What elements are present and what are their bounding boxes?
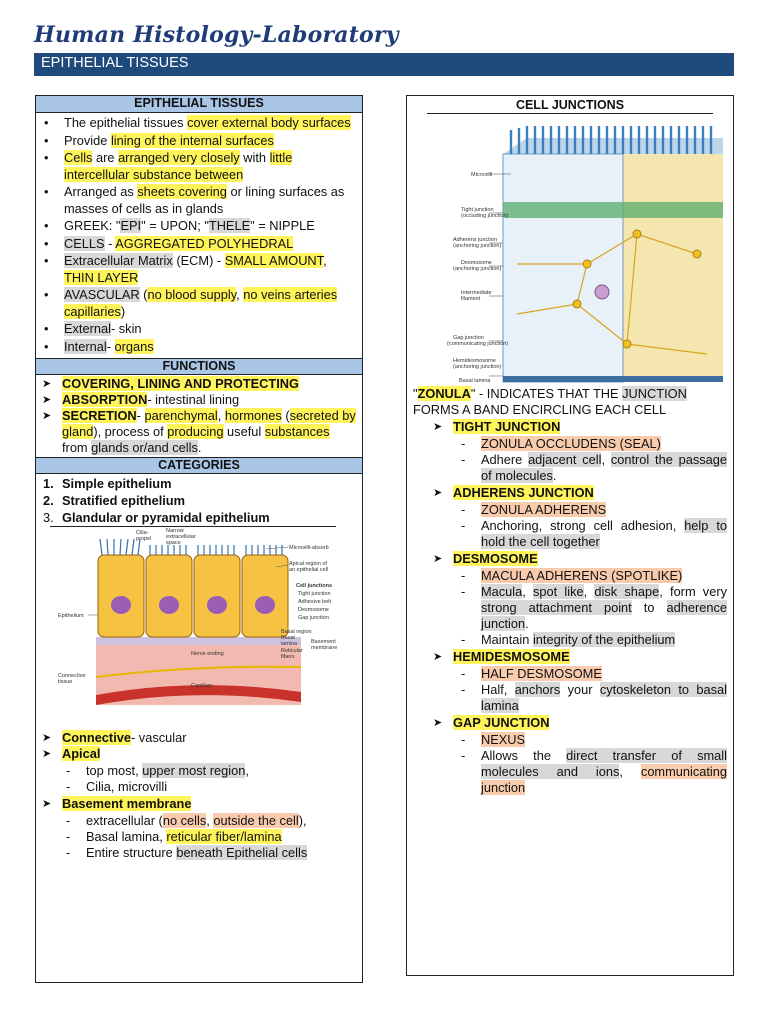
highlight: COVERING, LINING AND PROTECTING: [62, 376, 299, 391]
list-item: [461, 666, 727, 682]
arrow-bullet-icon: ➤: [433, 421, 443, 433]
arrow-bullet-icon: ➤: [42, 394, 52, 406]
list-item: [461, 584, 727, 632]
highlight: sheets covering: [137, 184, 227, 199]
label-tissue: tissue: [58, 679, 73, 685]
dash: -: [461, 568, 466, 583]
highlight: ABSORPTION: [62, 392, 148, 407]
section-heading-functions: FUNCTIONS: [36, 358, 362, 375]
highlight: control the passage of molecules: [481, 452, 727, 483]
label-anchoring-3: (anchoring junction): [453, 364, 502, 370]
highlight: Macula: [481, 584, 523, 599]
highlight: no veins arteries capillaries: [64, 287, 338, 319]
dash: -: [461, 682, 466, 697]
highlight: NEXUS: [481, 732, 526, 747]
list-item: [64, 287, 354, 320]
dash: -: [66, 763, 71, 778]
text: or lining surfaces as masses of cells as in glands: [64, 184, 345, 216]
categories-list: [36, 474, 362, 527]
label-apical: Apical region of: [289, 561, 327, 567]
highlight: EPI: [120, 218, 142, 233]
text: ,: [323, 253, 327, 268]
text: ): [120, 303, 126, 319]
text: ,: [236, 287, 244, 302]
list-item: [64, 218, 354, 235]
list-item: [433, 485, 727, 501]
highlight: little intercellular substance between: [64, 150, 293, 182]
highlight: upper most region: [142, 763, 246, 778]
dash: -: [461, 666, 466, 681]
text: FORMS A BAND ENCIRCLING EACH CELL: [413, 402, 667, 417]
document-title: Human Histology-Laboratory: [34, 22, 399, 48]
dash: -: [461, 748, 466, 763]
highlight: ZONULA: [417, 386, 471, 401]
label-capillary: Capillary: [191, 683, 213, 689]
text: Entire structure: [86, 845, 177, 860]
dash: -: [461, 452, 466, 467]
dash: -: [461, 436, 466, 451]
dash: -: [461, 518, 466, 533]
label-intermediate: Intermediate: [461, 290, 492, 296]
highlight: outside the cell: [213, 813, 299, 828]
list-item: [66, 829, 362, 845]
list-item: [43, 475, 356, 492]
highlight: HALF DESMOSOME: [481, 666, 602, 681]
text: to: [631, 600, 667, 615]
adherens-band: [503, 202, 723, 218]
list-item: [461, 682, 727, 714]
adherens-junction-section: [407, 484, 733, 502]
label-reticular: Reticular: [281, 648, 303, 654]
label-epithelium: Epithelium: [58, 613, 84, 619]
arrow-bullet-icon: ➤: [42, 732, 52, 744]
text: Simple epithelium: [62, 476, 172, 491]
label-narrow: Narrow: [166, 528, 184, 534]
tight-junction-sublist: [407, 436, 733, 484]
highlight: communicating junction: [481, 764, 727, 795]
highlight: arranged very closely: [118, 150, 240, 165]
label-microvilli: Microvilli: [471, 172, 493, 178]
text: extracellular: [86, 813, 155, 828]
text: .: [552, 468, 557, 483]
highlight: organs: [114, 338, 154, 354]
label-basal-region: Basal region: [281, 629, 312, 635]
highlight: AGGREGATED POLYHEDRAL: [115, 235, 294, 251]
list-item: [64, 236, 354, 253]
list-item: [42, 408, 356, 456]
list-item: [433, 649, 727, 665]
text: ,: [217, 408, 225, 423]
zonula-intro: [407, 386, 733, 418]
list-item: [433, 715, 727, 731]
text: ,: [601, 452, 611, 467]
list-item: [461, 436, 727, 452]
text: (ECM) -: [172, 253, 225, 268]
desmosome-section: [407, 550, 733, 568]
hemidesmosome-section: [407, 648, 733, 666]
list-item: [64, 321, 354, 338]
dash: -: [66, 813, 71, 828]
arrow-bullet-icon: ➤: [42, 410, 52, 422]
label-anchoring-2: (anchoring junction): [453, 266, 502, 272]
text: are: [92, 150, 119, 165]
text: ,: [245, 763, 249, 778]
list-item: [64, 150, 354, 183]
highlight: AVASCULAR: [64, 287, 140, 302]
tight-junction-section: [407, 418, 733, 436]
label-hemidesmosome: Hemidesmosome: [453, 358, 496, 364]
text: " = NIPPLE: [250, 218, 315, 233]
highlight: DESMOSOME: [453, 551, 538, 566]
highlight: integrity of the epithelium: [532, 632, 676, 647]
epithelial-cells: [98, 555, 288, 637]
highlight: Connective: [62, 730, 131, 745]
list-item: [64, 115, 354, 132]
highlight: Cells: [64, 150, 93, 165]
text: Provide: [64, 132, 111, 148]
cilia: [100, 539, 282, 555]
dash: -: [461, 632, 466, 647]
highlight: THIN LAYER: [64, 269, 139, 285]
list-item: [461, 632, 727, 648]
epithelial-bullet-list: [36, 113, 362, 358]
text: ,: [522, 584, 534, 599]
text: Cilia, microvilli: [86, 779, 168, 794]
list-item: [42, 392, 356, 408]
label-basal: Basal: [281, 635, 295, 641]
label-filament: filament: [461, 296, 481, 302]
text: (: [139, 287, 148, 302]
list-item: [461, 748, 727, 796]
text: with: [239, 150, 270, 165]
highlight: parenchymal: [144, 408, 218, 423]
highlight: ZONULA ADHERENS: [481, 502, 607, 517]
label-basal-lamina: Basal lamina: [459, 378, 491, 384]
highlight: hormones: [224, 408, 282, 423]
adherens-junction-sublist: [407, 502, 733, 550]
arrow-bullet-icon: ➤: [42, 378, 52, 390]
arrow-bullet-icon: ➤: [433, 651, 443, 663]
dash: -: [461, 584, 466, 599]
dash: -: [66, 779, 71, 794]
gap-junction-section: [407, 714, 733, 732]
highlight: no cells: [162, 813, 207, 828]
page-banner: EPITHELIAL TISSUES: [34, 53, 734, 76]
text: Allows the: [481, 748, 567, 763]
hemidesmosome-sublist: [407, 666, 733, 714]
highlight: producing: [167, 424, 224, 439]
label-nerve-ending: Nerve ending: [191, 651, 224, 657]
text: Half,: [481, 682, 515, 697]
highlight: strong attachment point: [481, 600, 632, 615]
highlight: HEMIDESMOSOME: [453, 649, 570, 664]
text: ,: [206, 813, 214, 828]
dash: -: [66, 845, 71, 860]
label-occluding: (occluding junction): [461, 213, 509, 219]
highlight: SECRETION: [62, 408, 137, 423]
highlight: ADHERENS JUNCTION: [453, 485, 594, 500]
list-item: [461, 502, 727, 518]
label-desmosome: Desmosome: [298, 607, 329, 613]
left-column: [35, 95, 363, 983]
text: - skin: [110, 321, 142, 336]
list-item: [66, 763, 362, 779]
basal-lamina: [503, 376, 723, 382]
highlight: Basement membrane: [62, 796, 192, 811]
list-item: [64, 133, 354, 150]
label-gap-junction: Gap junction: [453, 335, 484, 341]
dash: -: [461, 732, 466, 747]
text: Adhere: [481, 452, 529, 467]
arrow-bullet-icon: ➤: [433, 717, 443, 729]
label-communicating: (communicating junction): [447, 341, 509, 347]
text: .: [197, 440, 202, 455]
arrow-bullet-icon: ➤: [433, 487, 443, 499]
highlight: anchors: [514, 682, 561, 697]
list-item: [42, 376, 356, 392]
text: ,: [583, 584, 595, 599]
label-adhesive-belt: Adhesive belt: [298, 599, 332, 605]
label-desmosome: Desmosome: [461, 260, 492, 266]
dash: -: [66, 829, 71, 844]
list-item: [66, 845, 362, 861]
highlight: Apical: [62, 746, 101, 761]
text: " - INDICATES THAT THE: [470, 386, 623, 401]
label-microvilli: Microvilli-absorb: [289, 545, 329, 551]
highlight: spot like: [533, 584, 584, 599]
section-heading-categories: CATEGORIES: [36, 457, 362, 474]
text: Basal lamina,: [86, 829, 167, 844]
text: ": [413, 386, 418, 401]
text: useful: [223, 424, 265, 439]
basement-membrane: [96, 637, 301, 645]
text: , form very: [659, 584, 727, 599]
apical-sublist: [36, 763, 362, 795]
list-item: [64, 253, 354, 286]
text: - intestinal lining: [147, 392, 240, 407]
highlight: direct transfer of small molecules and ions: [481, 748, 727, 779]
epithelium-diagram: [36, 527, 362, 727]
list-item: [461, 732, 727, 748]
list-item: [433, 551, 727, 567]
highlight: THELE: [208, 218, 251, 233]
highlight: beneath Epithelial cells: [176, 845, 308, 860]
text: Stratified epithelium: [62, 493, 186, 508]
highlight: adjacent cell: [528, 452, 602, 467]
highlight: adherence junction: [481, 600, 727, 631]
section-heading-epithelial: EPITHELIAL TISSUES: [36, 96, 362, 113]
highlight: SMALL AMOUNT: [224, 253, 324, 268]
number: 3.: [43, 510, 54, 525]
basement-list: [36, 795, 362, 813]
text: Anchoring, strong cell adhesion,: [481, 518, 685, 533]
label-tight-junction: Tight junction: [298, 591, 331, 597]
text: -: [136, 408, 145, 423]
label-space: space: [166, 540, 181, 546]
list-item: [433, 419, 727, 435]
gap-junction-spot: [595, 285, 609, 299]
list-item: [42, 746, 356, 762]
list-item: [42, 796, 356, 812]
label-cell-junctions: Cell junctions: [296, 583, 333, 589]
text: ), process of: [93, 424, 168, 439]
list-item: [66, 813, 362, 829]
highlight: cytoskeleton to basal lamina: [481, 682, 727, 713]
text: " = UPON; ": [141, 218, 209, 233]
label-tight-junction: Tight junction: [461, 207, 494, 213]
highlight: Extracellular Matrix: [64, 253, 173, 268]
label-apical-2: an epithelial cell: [289, 567, 329, 573]
list-item: [461, 518, 727, 550]
label-fibers: fibers: [281, 654, 295, 660]
text: GREEK: ": [64, 218, 121, 233]
highlight: cover external body surfaces: [187, 115, 351, 130]
text: your: [560, 682, 600, 697]
label-lamina: lamina: [281, 641, 298, 647]
highlight: GAP JUNCTION: [453, 715, 550, 730]
list-item: [461, 452, 727, 484]
text: Maintain: [481, 632, 533, 647]
text: The epithelial tissues: [64, 115, 188, 130]
highlight: reticular fiber/lamina: [166, 829, 282, 844]
list-item: [461, 568, 727, 584]
text: Arranged as: [64, 184, 138, 199]
label-basement: Basement: [311, 639, 336, 645]
number: 2.: [43, 493, 54, 508]
highlight: CELLS: [64, 235, 105, 251]
text: ,: [619, 764, 641, 779]
highlight: disk shape: [594, 584, 660, 599]
list-item: [43, 509, 336, 527]
text: -: [104, 235, 116, 251]
highlight: JUNCTION: [622, 386, 687, 401]
number: 1.: [43, 476, 54, 491]
text: from: [62, 440, 92, 455]
label-connective: Connective: [58, 673, 86, 679]
highlight: ZONULA OCCLUDENS (SEAL): [481, 436, 661, 451]
functions-list: [36, 375, 362, 457]
highlight: TIGHT JUNCTION: [453, 419, 561, 434]
label-adherens-junction: Adherens junction: [453, 237, 498, 243]
text: - vascular: [130, 730, 187, 745]
list-item: [64, 184, 354, 217]
cell-junctions-diagram: [407, 114, 733, 386]
label-extracellular: extracellular: [166, 534, 196, 540]
text: top most,: [86, 763, 143, 778]
section-heading-cell-junctions: CELL JUNCTIONS: [427, 98, 713, 114]
text: -: [106, 338, 115, 354]
arrow-bullet-icon: ➤: [42, 748, 52, 760]
arrow-bullet-icon: ➤: [42, 798, 52, 810]
list-item: [42, 730, 356, 746]
label-propel: propel: [136, 536, 152, 542]
list-item: [64, 339, 354, 356]
text: .: [525, 616, 529, 631]
list-item: [43, 492, 356, 509]
highlight: no blood supply: [147, 287, 237, 302]
label-membrane: membrane: [311, 645, 338, 651]
text: ),: [298, 813, 307, 828]
gap-junction-sublist: [407, 732, 733, 796]
basement-sublist: [36, 813, 362, 861]
highlight: glands or/and cells: [91, 440, 198, 455]
highlight: lining of the internal surfaces: [110, 132, 274, 148]
dash: -: [461, 502, 466, 517]
text: (: [281, 408, 290, 423]
list-item: [66, 779, 362, 795]
highlight: External: [64, 321, 111, 336]
text: (: [155, 813, 163, 828]
right-column: [406, 95, 734, 976]
arrow-bullet-icon: ➤: [433, 553, 443, 565]
highlight: substances: [264, 424, 330, 439]
highlight: secreted by gland: [62, 408, 356, 439]
highlight: help to hold the cell together: [481, 518, 727, 549]
apical-basal-list: [36, 729, 362, 763]
text: Glandular or pyramidal epithelium: [62, 510, 270, 525]
label-anchoring: (anchoring junction): [453, 243, 502, 249]
label-cilia: Cilia-: [136, 530, 149, 536]
highlight: Internal: [64, 338, 107, 354]
label-gap-junction: Gap junction: [298, 615, 329, 621]
highlight: MACULA ADHERENS (SPOTLIKE): [481, 568, 683, 583]
desmosome-sublist: [407, 568, 733, 648]
